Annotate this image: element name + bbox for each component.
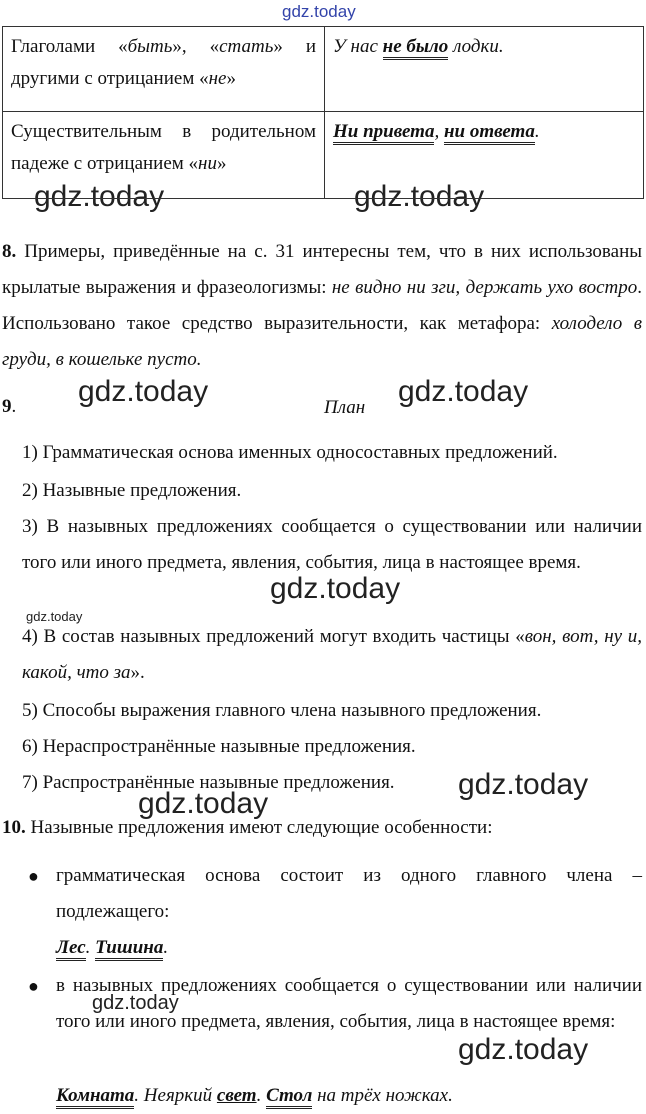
example-line: Лес. Тишина. — [56, 930, 642, 966]
bullet-text: в назывных предложениях сообщается о существовании или наличии того или иного предмета, явления, события, лица в настоящее время: — [56, 975, 642, 1032]
plan-title: План — [324, 397, 366, 418]
watermark: gdz.today — [458, 768, 589, 801]
table-cell-example: У нас не было лодки. — [325, 27, 644, 112]
watermark: gdz.today — [138, 787, 269, 820]
task-9-heading: 9. — [2, 396, 17, 417]
watermark: gdz.today — [270, 572, 401, 605]
bullet-text: грамматическая основа состоит из одного главного члена – подлежащего: — [56, 865, 642, 922]
plan-item: 1) Грамматическая основа именных односоставных предложений. — [22, 442, 558, 463]
watermark: gdz.today — [34, 180, 165, 213]
bullet-icon: ● — [28, 976, 39, 996]
task-8-paragraph: 8. Примеры, приведённые на с. 31 интересны тем, что в них использованы крылатые выражения и фразеологизмы: не видно ни зги, держать ухо востро. Использовано такое средство выразительности, как метафора: холодело в груди, в кошельке пусто. — [2, 241, 642, 370]
task-number: 8. — [2, 241, 17, 262]
bullet-icon: ● — [28, 866, 39, 886]
plan-item: 3) В назывных предложениях сообщается о существовании или наличии того или иного предмета, явления, события, лица в настоящее время. — [22, 516, 642, 573]
watermark: gdz.today — [92, 992, 179, 1014]
table-cell-rule: Глаголами «быть», «стать» и другими с отрицанием «не» — [3, 27, 325, 112]
plan-item: 7) Распространённые назывные предложения. — [22, 772, 395, 793]
plan-item: 6) Нераспространённые назывные предложения. — [22, 736, 416, 757]
table-row — [3, 27, 644, 112]
example-line: Комната. Неяркий свет. Стол на трёх ножках. — [56, 1078, 642, 1114]
table-cell-example: Ни привета, ни ответа. — [325, 112, 644, 199]
watermark-small: gdz.today — [26, 609, 83, 624]
watermark: gdz.today — [78, 375, 209, 408]
task-number: 9 — [2, 396, 12, 417]
plan-item: 2) Назывные предложения. — [22, 480, 242, 501]
watermark: gdz.today — [354, 180, 485, 213]
watermark: gdz.today — [458, 1033, 589, 1066]
rules-table — [2, 26, 644, 199]
plan-item: 5) Способы выражения главного члена назывного предложения. — [22, 700, 542, 721]
task-10-intro: 10. Назывные предложения имеют следующие особенности: — [2, 817, 493, 838]
table-cell-rule: Существительным в родительном падеже с отрицанием «ни» — [3, 112, 325, 199]
table-row — [3, 112, 644, 199]
watermark-top: gdz.today — [282, 2, 356, 21]
watermark: gdz.today — [398, 375, 529, 408]
task-number: 10. — [2, 817, 26, 838]
plan-item: 4) В состав назывных предложений могут входить частицы «вон, вот, ну и, какой, что за». — [22, 626, 642, 683]
